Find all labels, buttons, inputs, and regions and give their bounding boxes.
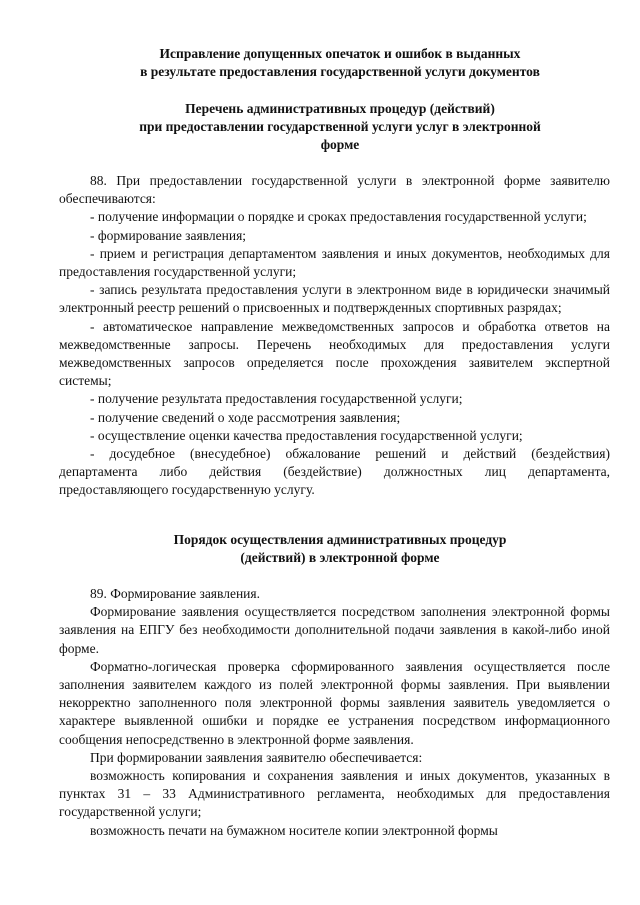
section2-body <box>59 585 610 840</box>
list-item: - получение результата предоставления государственной услуги; <box>90 391 463 407</box>
heading-line: при предоставлении государственной услуги услуг в электронной <box>139 119 541 135</box>
list-item: - автоматическое направление межведомственных запросов и обработка ответов на межведомственные запросы. Перечень необходимых для предоставления услуги межведомственных запросов определяется после прохождения заявителем экспертной системы; <box>59 318 610 389</box>
list-item: - запись результата предоставления услуги в электронном виде в юридически значимый электронный реестр решений о присвоенных и подтвержденных спортивных разрядах; <box>59 282 610 316</box>
heading-line: (действий) в электронной форме <box>240 550 440 566</box>
heading-line: Перечень административных процедур (действий) <box>185 101 495 116</box>
paragraph-89: 89. Формирование заявления. <box>90 586 260 601</box>
list-item: - формирование заявления; <box>90 227 247 243</box>
section-heading-procedures-list <box>60 100 620 155</box>
section1-body <box>59 172 610 500</box>
list-item: - осуществление оценки качества предоставления государственной услуги; <box>90 427 523 443</box>
paragraph-88: 88. При предоставлении государственной услуги в электронной форме заявителю обеспечиваются: <box>59 173 610 207</box>
heading-line: форме <box>320 137 360 153</box>
paragraph: возможность печати на бумажном носителе копии электронной формы <box>90 822 498 838</box>
paragraph: Форматно-логическая проверка сформированного заявления осуществляется после заполнения заявителем каждого из полей электронной формы заявления. При выявлении некорректно заполненного поля электронной формы заявления заявитель уведомляется о характере выявленной ошибки и порядке ее устранения посредством информационного сообщения непосредственно в электронной форме заявления. <box>59 658 610 747</box>
section-heading-procedures-order <box>60 531 620 567</box>
heading-line: Исправление допущенных опечаток и ошибок в выданных <box>159 46 521 61</box>
list-item: - прием и регистрация департаментом заявления и иных документов, необходимых для предоставления государственной услуги; <box>59 245 610 280</box>
section-heading-corrections <box>60 45 620 81</box>
paragraph: При формировании заявления заявителю обеспечивается: <box>90 749 423 765</box>
list-item: - получение информации о порядке и сроках предоставления государственной услуги; <box>90 209 587 225</box>
paragraph: возможность копирования и сохранения заявления и иных документов, указанных в пунктах 31 – 33 Административного регламента, необходимых для предоставления государственной услуги; <box>59 768 610 820</box>
list-item: - получение сведений о ходе рассмотрения заявления; <box>90 409 401 425</box>
heading-line: Порядок осуществления административных процедур <box>173 532 507 547</box>
paragraph: Формирование заявления осуществляется посредством заполнения электронной формы заявления на ЕПГУ без необходимости дополнительной подачи заявления в какой-либо иной форме. <box>59 604 610 656</box>
list-item: - досудебное (внесудебное) обжалование решений и действий (бездействия) департамента либо действия (бездействие) должностных лиц департамента, предоставляющего государственную услугу. <box>59 446 610 498</box>
heading-line: в результате предоставления государственной услуги документов <box>140 64 540 80</box>
